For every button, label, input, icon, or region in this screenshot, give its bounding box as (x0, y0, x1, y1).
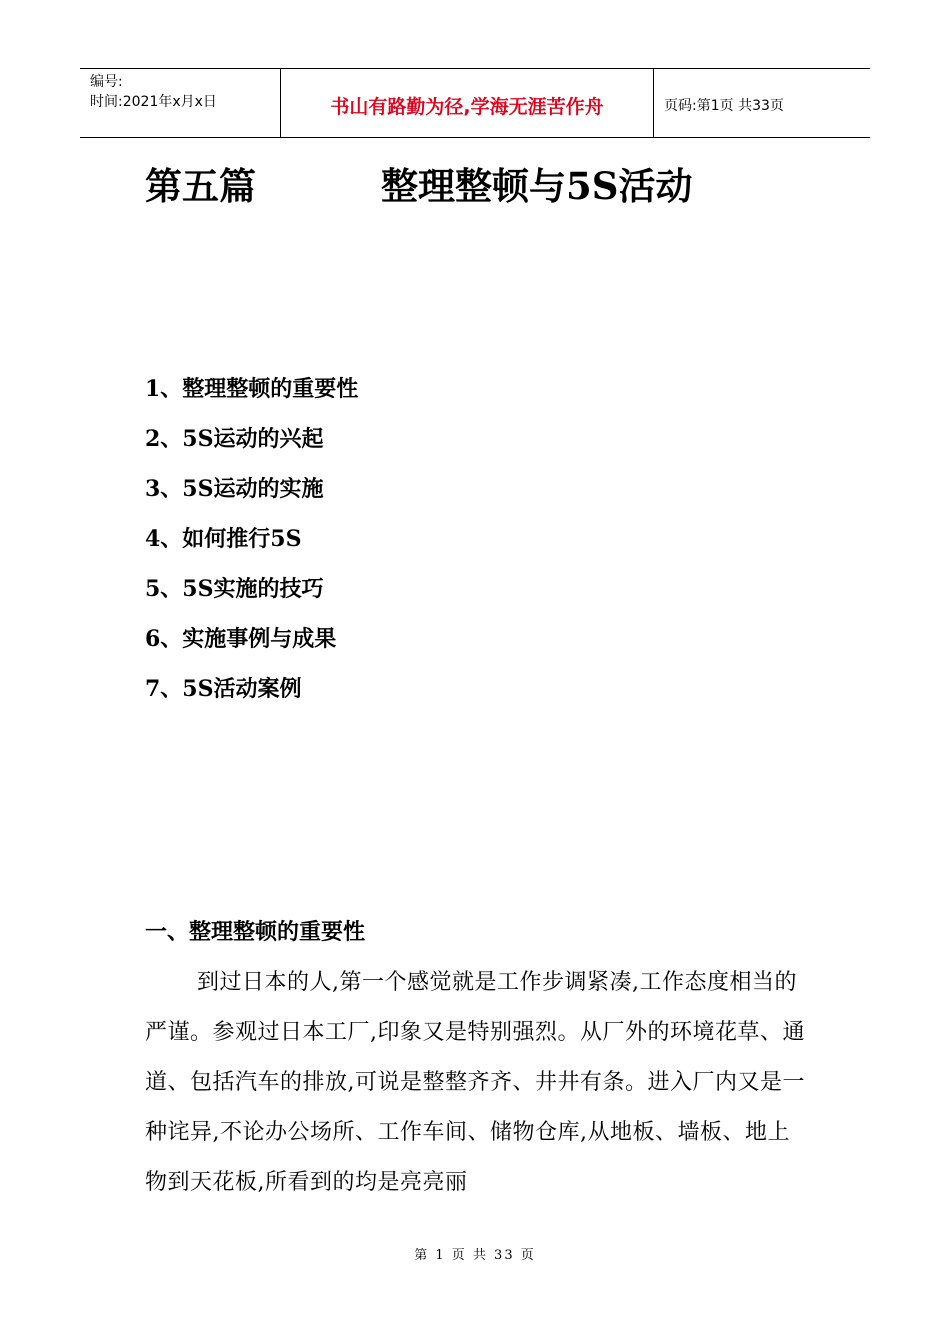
page-title (145, 160, 845, 212)
header-page-info: 页码:第1页 共33页 (664, 98, 784, 114)
header-motto: 书山有路勤为径,学海无涯苦作舟 (281, 69, 654, 137)
table-of-contents (145, 364, 358, 714)
section-paragraph: 到过日本的人,第一个感觉就是工作步调紧凑,工作态度相当的严谨。参观过日本工厂,印象又是特别强烈。从厂外的环境花草、通道、包括汽车的排放,可说是整整齐齐、井井有条。进入厂内又是一种诧异,不论办公场所、工作车间、储物仓库,从地板、墙板、地上物到天花板,所看到的均是亮亮丽 (145, 970, 805, 1195)
toc-item: 1、整理整顿的重要性 (145, 376, 359, 402)
header-time-label: 时间:2021年x月x日 (90, 94, 217, 110)
toc-item: 5、5S实施的技巧 (145, 576, 324, 602)
toc-item: 4、如何推行5S (145, 526, 302, 552)
title-part: 第五篇 (145, 164, 256, 208)
toc-item: 3、5S运动的实施 (145, 476, 324, 502)
toc-item: 2、5S运动的兴起 (145, 426, 324, 452)
page-footer: 第 1 页 共 33 页 (414, 1248, 536, 1263)
toc-item: 6、实施事例与成果 (145, 626, 337, 652)
section-heading: 一、整理整顿的重要性 (145, 919, 366, 945)
document-header (80, 68, 870, 138)
header-number-label: 编号: (90, 74, 123, 90)
toc-item: 7、5S活动案例 (145, 676, 302, 702)
header-meta (80, 69, 281, 137)
title-name: 整理整顿与5S活动 (381, 164, 693, 208)
